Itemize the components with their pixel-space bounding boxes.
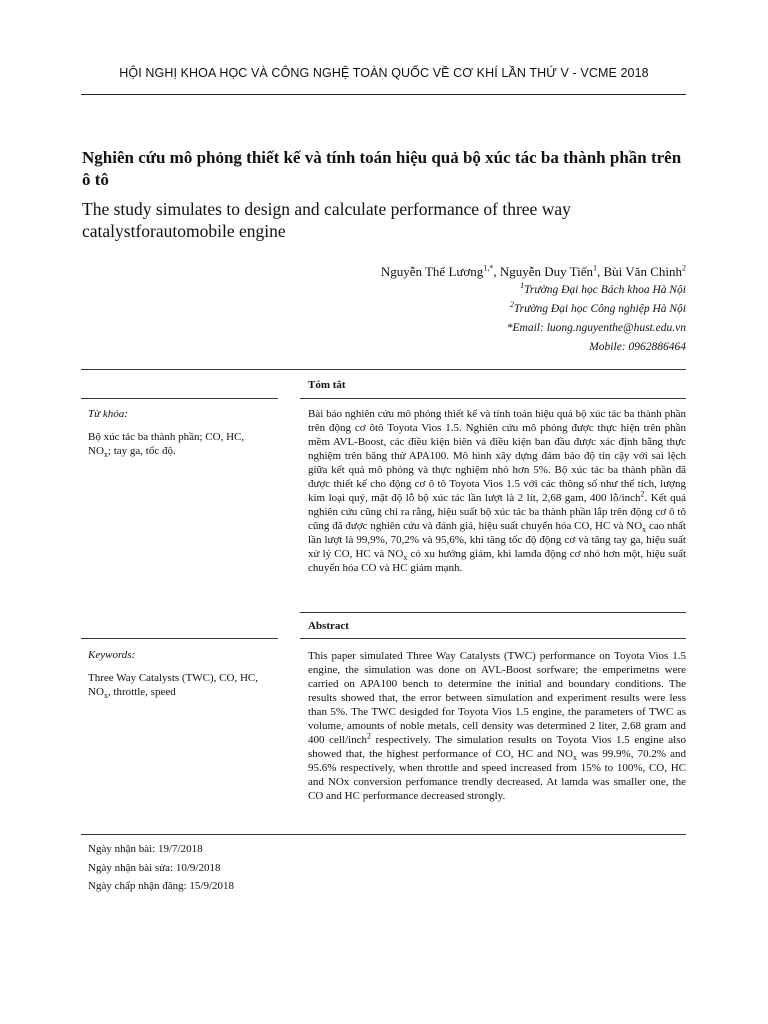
affiliation bbox=[126, 300, 686, 319]
keywords-text: Bộ xúc tác ba thành phần; CO, HC, NO bbox=[88, 431, 245, 457]
author-affiliation-mark: 1,* bbox=[483, 263, 494, 273]
keywords-divider bbox=[81, 398, 278, 399]
summary-divider bbox=[300, 398, 686, 399]
section-divider bbox=[81, 834, 686, 835]
author-separator: , bbox=[493, 264, 500, 279]
keywords-text: , throttle, speed bbox=[107, 686, 176, 698]
subscript: x bbox=[642, 525, 647, 535]
corresponding-email: *Email: luong.nguyenthe@hust.edu.vn bbox=[506, 322, 686, 334]
affiliation bbox=[126, 281, 686, 300]
affiliation-text: Trường Đại học Công nghiệp Hà Nội bbox=[513, 303, 686, 315]
abstract-divider bbox=[300, 638, 686, 639]
summary-text: có xu hướng giảm, khi lamđa động cơ nhỏ hơn một, hiệu suất chuyển hóa CO và HC giảm mạnh. bbox=[308, 548, 687, 574]
affiliation-mark: 1 bbox=[520, 281, 525, 291]
abstract-heading-english: Abstract bbox=[308, 620, 349, 632]
keywords-label-english: Keywords: bbox=[88, 649, 136, 661]
affiliation-text: Trường Đại học Bách khoa Hà Nội bbox=[524, 284, 686, 296]
author-name: Bùi Văn Chinh bbox=[603, 264, 682, 279]
section-divider bbox=[300, 612, 686, 613]
keywords-text: Three Way Catalysts (TWC), CO, HC, NO bbox=[88, 672, 258, 698]
author-list bbox=[126, 263, 686, 281]
abstract-english bbox=[308, 649, 686, 803]
abstract-text: was 99.9%, 70.2% and 95.6% respectively, when throttle and speed increased from 15% to 100%, CO, HC and NOx conversion perfomance trendly decreased. At lamda was smaller one, the CO and HC performance decreased strongly. bbox=[308, 748, 686, 802]
subscript: x bbox=[103, 691, 108, 701]
date-revised: Ngày nhận bài sửa: 10/9/2018 bbox=[88, 861, 221, 874]
keywords-english bbox=[88, 671, 268, 699]
abstract-text: respectively. The simulation results on Toyota Vios 1.5 engine also showed that, the highest performance of CO, HC and NO bbox=[308, 734, 686, 760]
summary-vietnamese bbox=[308, 407, 686, 575]
superscript: 2 bbox=[366, 731, 371, 741]
author-name: Nguyễn Duy Tiến bbox=[499, 264, 593, 279]
summary-heading-vietnamese: Tóm tắt bbox=[308, 379, 346, 391]
keywords-text: ; tay ga, tốc độ. bbox=[107, 445, 176, 457]
subscript: x bbox=[572, 753, 577, 763]
date-received: Ngày nhận bài: 19/7/2018 bbox=[88, 843, 203, 855]
date-accepted: Ngày chấp nhận đăng: 15/9/2018 bbox=[88, 880, 235, 892]
paper-title-vietnamese: Nghiên cứu mô phỏng thiết kế và tính toán hiệu quả bộ xúc tác ba thành phần trên ô tô bbox=[82, 148, 682, 189]
summary-text: cao nhất lần lượt là 99,9%, 70,2% và 95,6%, khi tăng tốc độ động cơ và tăng tay ga, hiệu suất xử lý CO, HC và NO bbox=[308, 520, 686, 560]
summary-text: . Kết quả nghiên cứu cũng chỉ ra rằng, hiệu suất bộ xúc tác ba thành phần lắp trên động cơ ô tô cũng đã được nghiên cứu và đánh giá, hiệu suất chuyển hóa CO, HC và NO bbox=[308, 492, 686, 532]
section-divider bbox=[81, 369, 686, 370]
author-affiliation-mark: 2 bbox=[682, 263, 686, 273]
subscript: x bbox=[103, 450, 108, 460]
abstract-text: This paper simulated Three Way Catalysts (TWC) performance on Toyota Vios 1.5 engine, the simulation was done on AVL-Boost sorfware; the emperimetns were carried on APA100 bench to determine the initial and boundary conditions. The results showed that, the error between simulation and experiment results were less than 5%. The TWC desigded for Toyota Vios 1.5 engine, the parameters of TWC as volume, amounts of noble metals, cell density was determined 2 liter, 2.68 gram and 400 cell/inch bbox=[308, 650, 686, 746]
keywords-divider bbox=[81, 638, 278, 639]
subscript: x bbox=[403, 553, 408, 563]
keywords-label-vietnamese: Từ khóa: bbox=[88, 408, 128, 420]
keywords-vietnamese bbox=[88, 430, 268, 458]
author-affiliation-mark: 1 bbox=[593, 263, 597, 273]
paper-title-english: The study simulates to design and calculate performance of three way catalystforautomobile engine bbox=[82, 199, 571, 241]
affiliation-mark: 2 bbox=[509, 300, 514, 310]
summary-text: Bài báo nghiên cứu mô phỏng thiết kế và tính toán hiệu quả bộ xúc tác ba thành phần trên động cơ ôtô Toyota Vios 1.5. Nghiên cứu mô phỏng được thực hiện trên phần mềm AVL-Boost, các điều kiện biên và điều kiện ban đầu được xác định bằng thực nghiệm trên băng thử APA100. Mô hình xây dựng đảm bảo độ tin cậy với sai lệch giữa kết quả mô phỏng và thực nghiệm nhỏ hơn 5%. Bộ xúc tác ba thành phần đã được thiết kế cho động cơ ô tô Toyota Vios 1.5 với các thông số như thể tích, lượng kim loại quý, mật độ lỗ bộ xúc tác lần lượt là 2 lít, 2,68 gam, 400 lỗ/inch bbox=[308, 408, 686, 504]
header-divider bbox=[81, 94, 686, 95]
conference-header: HỘI NGHỊ KHOA HỌC VÀ CÔNG NGHỆ TOÀN QUỐC VỀ CƠ KHÍ LẦN THỨ V - VCME 2018 bbox=[119, 66, 649, 80]
author-separator: , bbox=[597, 264, 604, 279]
submission-dates bbox=[88, 840, 234, 896]
author-block bbox=[126, 263, 686, 357]
author-name: Nguyễn Thế Lương bbox=[380, 264, 484, 279]
corresponding-mobile: Mobile: 0962886464 bbox=[589, 341, 686, 353]
superscript: 2 bbox=[640, 489, 645, 499]
